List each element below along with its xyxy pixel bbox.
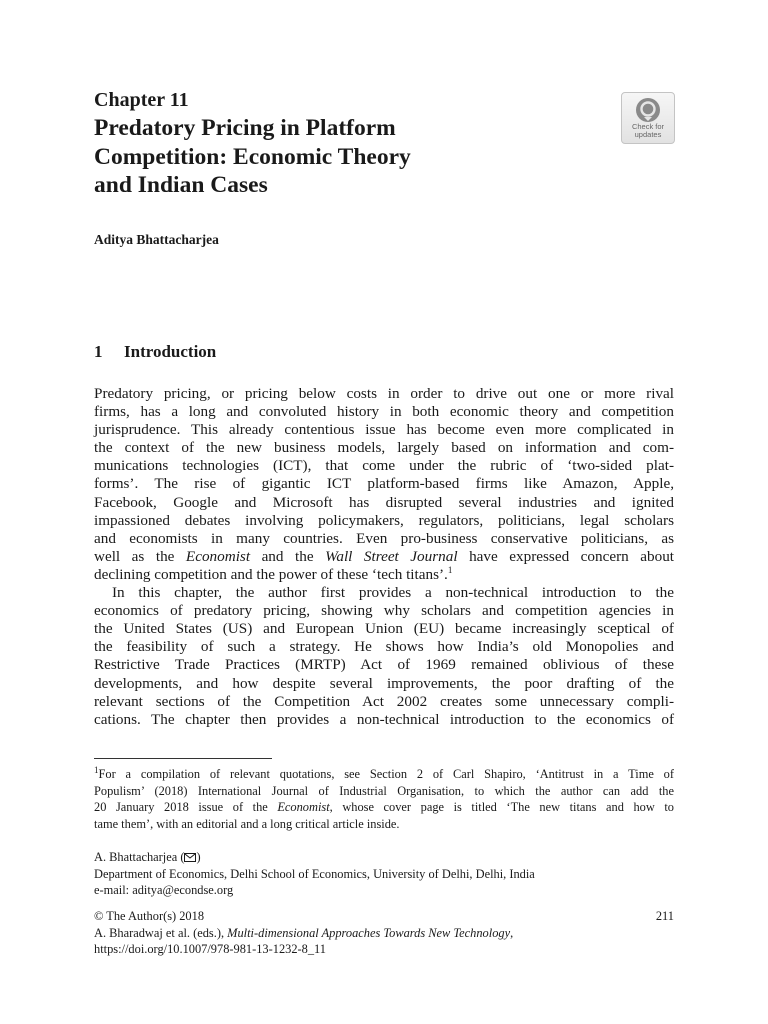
footnote-number: 1: [94, 764, 99, 775]
text-fragment: ): [196, 850, 201, 864]
chapter-label: Chapter 11: [94, 89, 189, 111]
publication-name-economist: Economist: [277, 800, 330, 814]
text-line: the context of the new business models, largely based on information and com-: [94, 439, 674, 457]
text-line: Facebook, Google and Microsoft has disrupted several industries and ignited: [94, 493, 674, 511]
text-fragment: declining competition and the power of these ‘tech titans’.: [94, 565, 448, 583]
body-text: [94, 385, 674, 729]
text-fragment: A. Bharadwaj et al. (eds.),: [94, 925, 228, 940]
copyright-row: [94, 908, 674, 925]
text-fragment: , whose cover page is titled ‘The new titans and how to: [329, 800, 675, 814]
author-contact-name: [94, 849, 674, 866]
text-fragment: A. Bhattacharjea (: [94, 850, 185, 864]
text-line: forms’. The rise of gigantic ICT platform-based firms like Amazon, Apple,: [94, 475, 674, 493]
text-line: the United States (US) and European Union (EU) became increasingly sceptical of: [94, 620, 674, 638]
text-line: cations. The chapter then provides a non-technical introduction to the economics of: [94, 710, 674, 728]
text-fragment: ,: [510, 925, 514, 940]
book-citation: [94, 925, 674, 942]
text-fragment: 20 January 2018 issue of the: [94, 800, 278, 814]
footnote: [94, 766, 674, 832]
email[interactable]: e-mail: aditya@econdse.org: [94, 883, 234, 898]
text-line: jurisprudence. This already contentious issue has become even more complicated in: [94, 421, 674, 439]
footnote-line: tame them’, with an editorial and a long critical article inside.: [94, 816, 400, 831]
book-title: Multi-dimensional Approaches Towards New Technology: [227, 925, 511, 940]
chapter-title-line: and Indian Cases: [94, 172, 268, 198]
footnote-line: Populism’ (2018) International Journal of Industrial Organisation, to which the author can add the: [94, 783, 674, 798]
author-name: Aditya Bhattacharjea: [94, 232, 219, 247]
page-number: 211: [655, 909, 674, 923]
text-line: developments, and how despite several improvements, the poor drafting of the: [94, 674, 674, 692]
chapter-title-line: Competition: Economic Theory: [94, 143, 411, 170]
badge-text-line: Check for: [631, 122, 665, 131]
footnote-reference[interactable]: 1: [447, 564, 453, 575]
text-line: munications technologies (ICT), that come under the rubric of ‘two-sided plat-: [94, 457, 674, 475]
text-line: Predatory pricing, or pricing below costs in order to drive out one or more rival: [94, 385, 674, 402]
check-for-updates-icon: [635, 97, 661, 123]
footnote-divider: [94, 758, 272, 759]
doi-link[interactable]: https://doi.org/10.1007/978-981-13-1232-8_11: [94, 942, 326, 957]
text-line: [94, 566, 674, 584]
text-line: firms, has a long and convoluted history in both economic theory and competition: [94, 403, 674, 421]
badge-text-line: updates: [634, 130, 662, 139]
text-fragment: have expressed concern about: [457, 547, 675, 565]
copyright: © The Author(s) 2018: [94, 909, 205, 923]
department: Department of Economics, Delhi School of Economics, University of Delhi, Delhi, India: [94, 866, 535, 881]
text-fragment: and the: [250, 547, 326, 565]
chapter-title: [94, 114, 514, 200]
text-line: economics of predatory pricing, showing why scholars and competition agencies in: [94, 602, 674, 620]
text-line: relevant sections of the Competition Act 2002 creates some unnecessary compli-: [94, 692, 674, 710]
section-number: 1: [94, 342, 103, 361]
envelope-icon: [184, 853, 196, 862]
text-line: impassioned debates involving policymakers, regulators, politicians, legal scholars: [94, 511, 674, 529]
section-heading: [94, 342, 216, 362]
author-affiliation: [94, 849, 674, 899]
publication-name-wsj: Wall Street Journal: [325, 547, 458, 565]
text-fragment: For a compilation of relevant quotations, see Section 2 of Carl Shapiro, ‘Antitrust in a Time of: [98, 767, 674, 781]
check-for-updates-badge[interactable]: [621, 92, 675, 144]
text-line: the feasibility of such a strategy. He shows how India’s old Monopolies and: [94, 638, 674, 656]
text-line: [94, 548, 674, 566]
footnote-line: [94, 799, 674, 816]
footnote-line: [94, 766, 674, 783]
text-line: Restrictive Trade Practices (MRTP) Act of 1969 remained oblivious of these: [94, 656, 674, 674]
chapter-title-line: Predatory Pricing in Platform: [94, 115, 396, 141]
text-line: and economists in many countries. Even pro-business conservative politicians, as: [94, 529, 674, 547]
text-line: In this chapter, the author first provides a non-technical introduction to the: [112, 584, 674, 602]
section-title: Introduction: [124, 342, 217, 361]
paragraph: [94, 584, 674, 729]
publication-name-economist: Economist: [185, 547, 251, 565]
publication-info: [94, 908, 674, 958]
text-fragment: well as the: [94, 547, 186, 565]
paragraph: [94, 385, 674, 584]
